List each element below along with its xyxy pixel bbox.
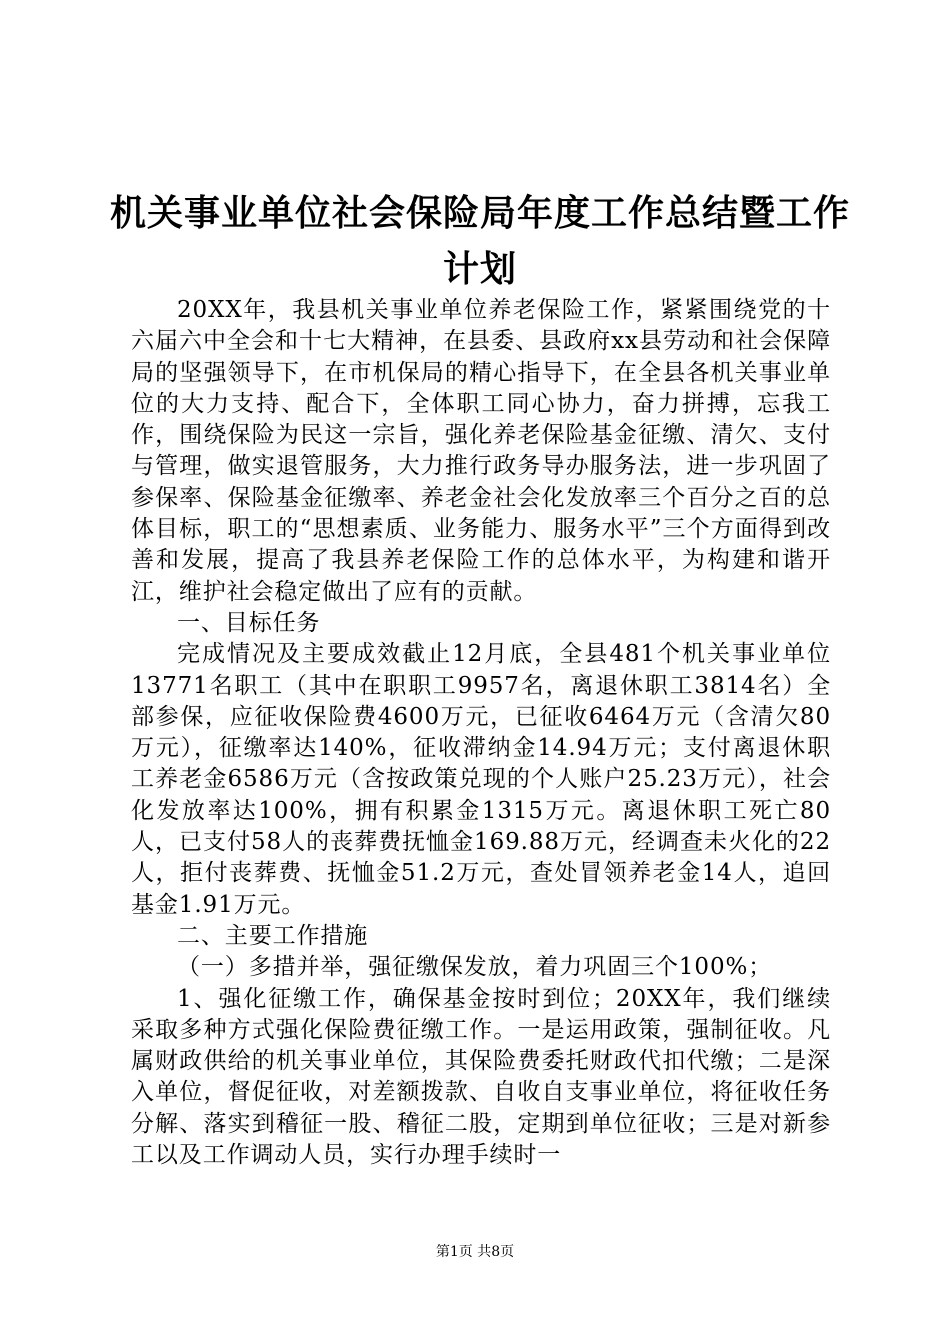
page-footer: 第1页 共8页: [435, 1244, 515, 1260]
document-title: 机关事业单位社会保险局年度工作总结暨工作计划: [110, 193, 851, 290]
heading-measures: 二、主要工作措施: [177, 922, 369, 949]
heading-targets: 一、目标任务: [177, 609, 321, 636]
paragraph-intro: 20XX年，我县机关事业单位养老保险工作，紧紧围绕党的十六届六中全会和十七大精神，在县委、县政府xx县劳动和社会保障局的坚强领导下，在市机保局的精心指导下，在全县各机关事业单位的大力支持、配合下，全体职工同心协力，奋力拼搏，忘我工作，围绕保险为民这一宗旨，强化养老保险基金征缴、清欠、支付与管理，做实退管服务，大力推行政务导办服务法，进一步巩固了参保率、保险基金征缴率、养老金社会化发放率三个百分之百的总体目标，职工的“思想素质、业务能力、服务水平”三个方面得到改善和发展，提高了我县养老保险工作的总体水平，为构建和谐开江，维护社会稳定做出了应有的贡献。: [131, 297, 831, 605]
paragraph-collection: 1、强化征缴工作，确保基金按时到位；20XX年，我们继续采取多种方式强化保险费征缴工作。一是运用政策，强制征收。凡属财政供给的机关事业单位，其保险费委托财政代扣代缴；二是深入单位，督促征收，对差额拨款、自收自支事业单位，将征收任务分解、落实到稽征一股、稽征二股，定期到单位征收；三是对新参工以及工作调动人员，实行办理手续时一: [131, 985, 831, 1169]
paragraph-results: 完成情况及主要成效截止12月底，全县481个机关事业单位13771名职工（其中在职职工9957名，离退休职工3814名）全部参保，应征收保险费4600万元，已征收6464万元（含清欠80万元），征缴率达140%，征收滞纳金14.94万元；支付离退休职工养老金6586万元（含按政策兑现的个人账户25.23万元），社会化发放率达100%，拥有积累金1315万元。离退休职工死亡80人，已支付58人的丧葬费抚恤金169.88万元，经调查未火化的22人，拒付丧葬费、抚恤金51.2万元，查处冒领养老金14人，追回基金1.91万元。: [131, 641, 831, 918]
document-body: [131, 295, 831, 1171]
subheading-measure-1: （一）多措并举，强征缴保发放，着力巩固三个100%；: [177, 954, 773, 981]
